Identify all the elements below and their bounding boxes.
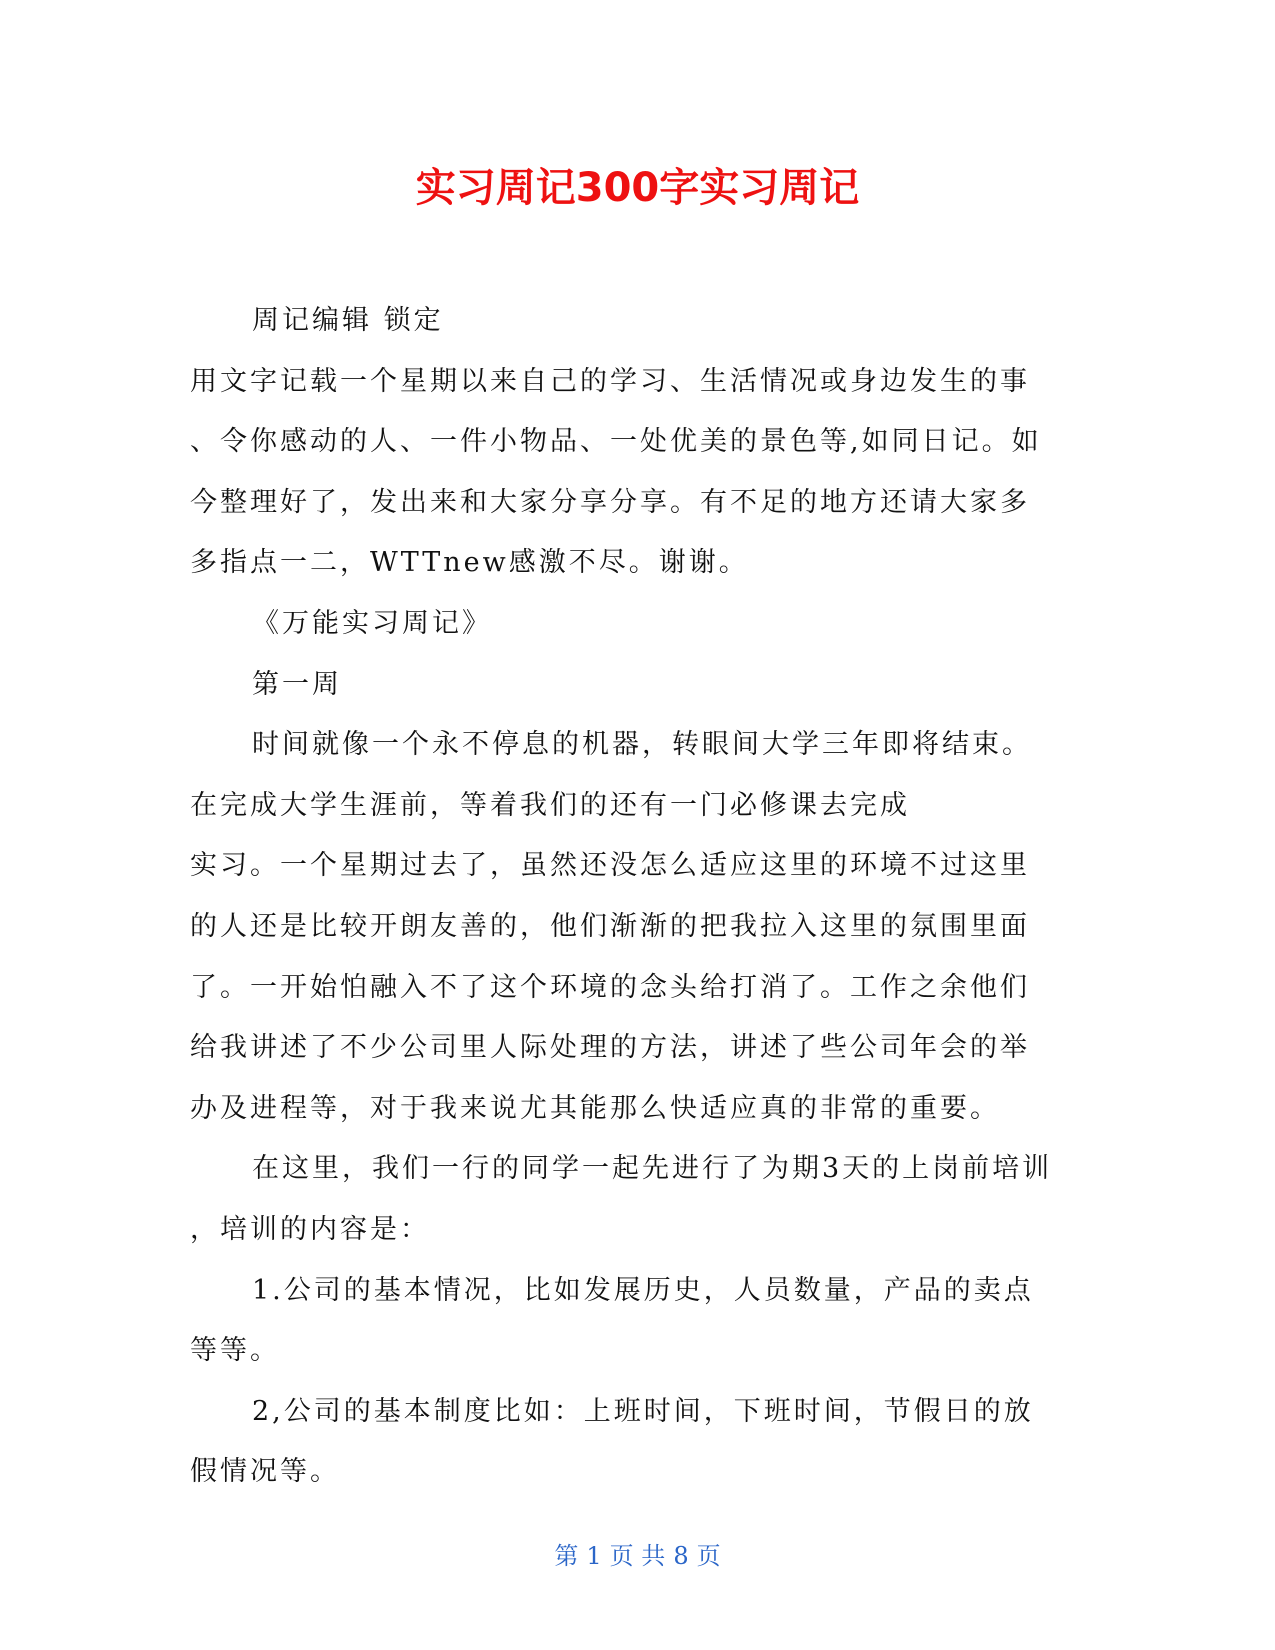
footer-middle: 页 共 xyxy=(609,1542,666,1570)
paragraph-line: 周记编辑 锁定 xyxy=(252,305,444,336)
document-body xyxy=(190,291,1080,1503)
paragraph-line: 假情况等。 xyxy=(190,1456,340,1488)
paragraph-line: 多指点一二，WTTnew感激不尽。谢谢。 xyxy=(190,547,749,579)
paragraph-line: ，培训的内容是： xyxy=(190,1213,430,1245)
paragraph-line: 在完成大学生涯前，等着我们的还有一门必修课去完成 xyxy=(190,789,910,821)
paragraph-line: 2,公司的基本制度比如：上班时间，下班时间，节假日的放 xyxy=(252,1395,1034,1427)
paragraph-line: 办及进程等，对于我来说尤其能那么快适应真的非常的重要。 xyxy=(190,1092,1000,1124)
footer-total-pages: 8 xyxy=(673,1542,689,1570)
paragraph-line: 给我讲述了不少公司里人际处理的方法，讲述了些公司年会的举 xyxy=(190,1032,1030,1064)
paragraph-line: 了。一开始怕融入不了这个环境的念头给打消了。工作之余他们 xyxy=(190,971,1030,1003)
page-footer xyxy=(0,1540,1275,1572)
paragraph-line: 时间就像一个永不停息的机器，转眼间大学三年即将结束。 xyxy=(252,729,1032,761)
paragraph-line: 用文字记载一个星期以来自己的学习、生活情况或身边发生的事 xyxy=(190,365,1030,397)
document-title: 实习周记300字实习周记 xyxy=(415,165,860,211)
paragraph-line: 1.公司的基本情况，比如发展历史，人员数量，产品的卖点 xyxy=(252,1274,1034,1306)
paragraph-line: 第一周 xyxy=(252,668,342,700)
paragraph-line: 实习。一个星期过去了，虽然还没怎么适应这里的环境不过这里 xyxy=(190,850,1030,882)
paragraph-line: 、令你感动的人、一件小物品、一处优美的景色等,如同日记。如 xyxy=(190,426,1042,458)
footer-suffix: 页 xyxy=(696,1542,721,1570)
paragraph-line: 《万能实习周记》 xyxy=(252,607,492,639)
paragraph-line: 的人还是比较开朗友善的，他们渐渐的把我拉入这里的氛围里面 xyxy=(190,910,1030,942)
paragraph-line: 在这里，我们一行的同学一起先进行了为期3天的上岗前培训 xyxy=(252,1153,1053,1185)
footer-prefix: 第 xyxy=(554,1542,579,1570)
paragraph-line: 等等。 xyxy=(190,1335,280,1367)
paragraph-line: 今整理好了，发出来和大家分享分享。有不足的地方还请大家多 xyxy=(190,486,1030,518)
footer-page-number: 1 xyxy=(586,1542,602,1570)
